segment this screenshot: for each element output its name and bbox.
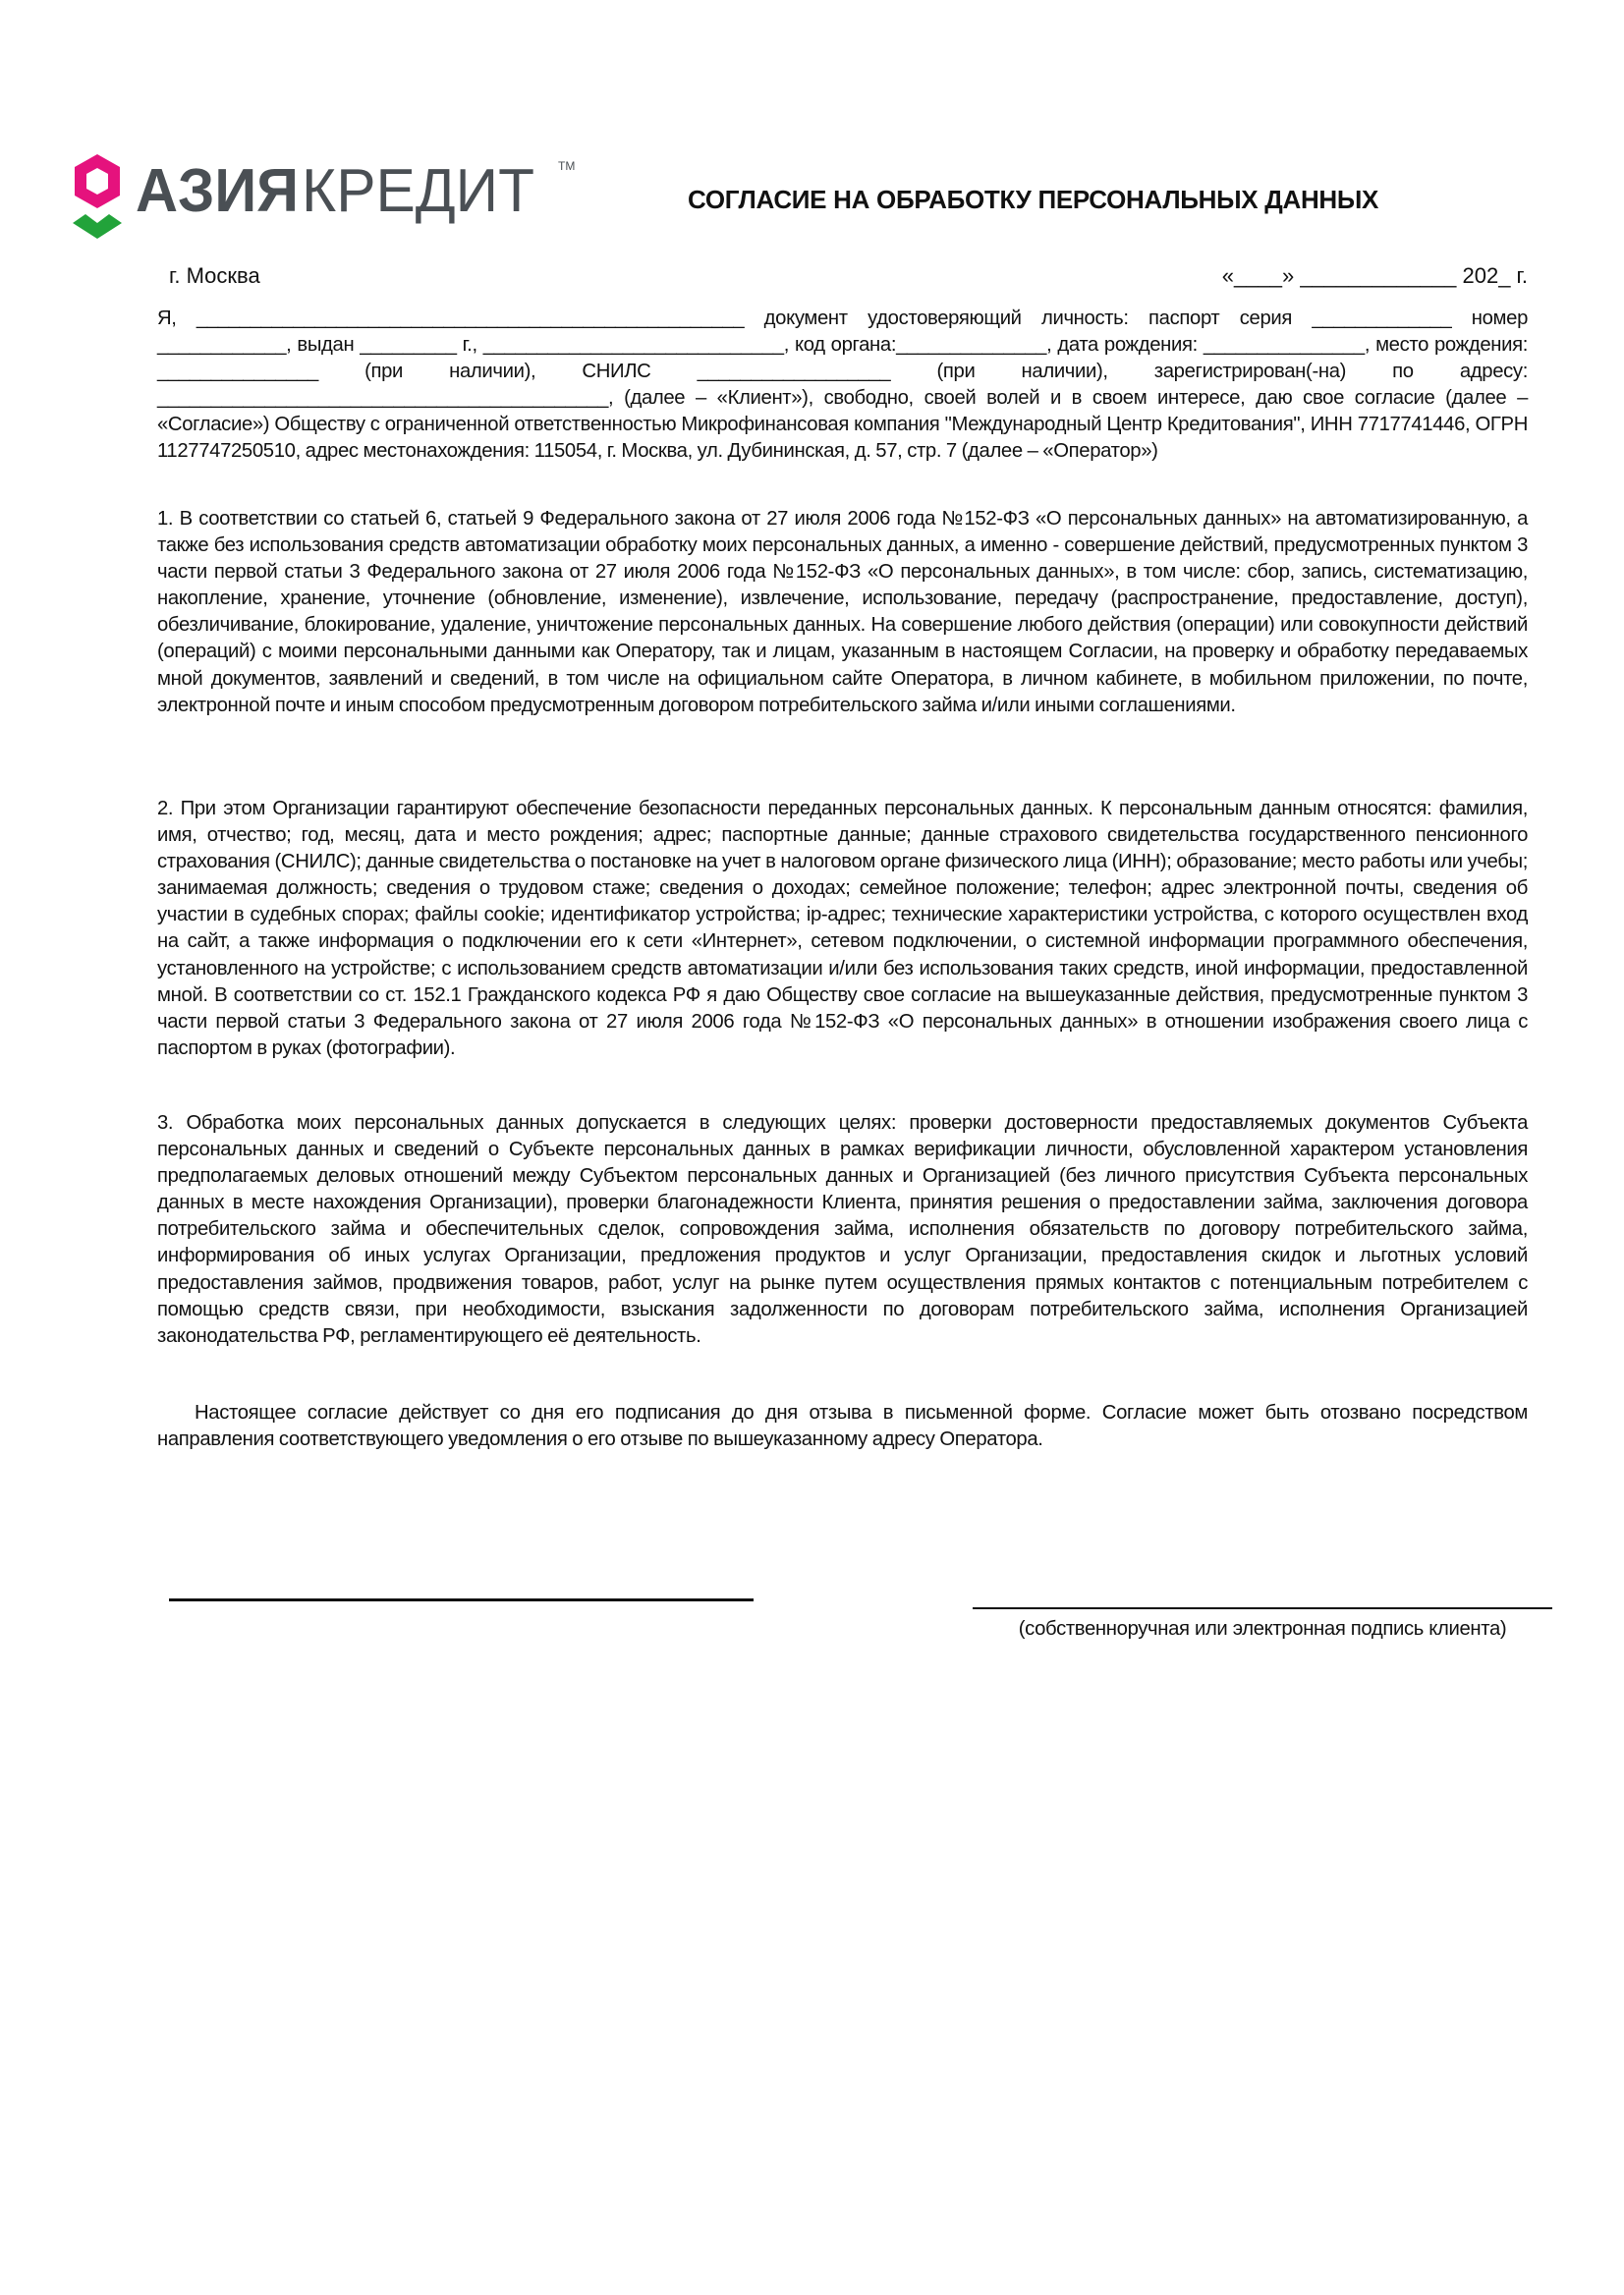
city: г. Москва [169,263,260,288]
logo-trademark: TM [558,159,576,173]
page-title: СОГЛАСИЕ НА ОБРАБОТКУ ПЕРСОНАЛЬНЫХ ДАННЫХ [688,185,1379,214]
validity-paragraph: Настоящее согласие действует со дня его подписания до дня отзыва в письменной форме. Согласие может быть отозвано посредством направления соответствующего уведомления о его отзыве по вышеуказанному адресу Оператора. [157,1402,1528,1451]
intro-paragraph: Я, ___________________________________________________ документ удостоверяющий личность: паспорт серия _____________ номер ____________, выдан _________ г., ____________________________, код органа:______________, дата рождения: _______________, место рождения: _______________ (при наличии), СНИЛС __________________ (при наличии), зарегистрирован(-на) по адресу: __________________________________________, (далее – «Клиент»), свободно, своей волей и в своем интересе, даю свое согласие (далее – «Согласие») Обществу с ограниченной ответственностью Микрофинансовая компания "Международный Центр Кредитования", ИНН 7717741446, ОГРН 1127747250510, адрес местонахождения: 115054, г. Москва, ул. Дубининская, д. 57, стр. 7 (далее – «Оператор») [157,308,1528,463]
logo-text-light: КРЕДИТ [302,157,534,225]
clause-2: 2. При этом Организации гарантируют обеспечение безопасности переданных персональных данных. К персональным данным относятся: фамилия, имя, отчество; год, месяц, дата и место рождения; адрес; паспортные данные; данные страхового свидетельства государственного пенсионного страхования (СНИЛС); данные свидетельства о постановке на учет в налоговом органе физического лица (ИНН); образование; место работы или учебы; занимаемая должность; сведения о трудовом стаже; сведения о доходах; семейное положение; телефон; адрес электронной почты, сведения об участии в судебных спорах; файлы cookie; идентификатор устройства; ip-адрес; технические характеристики устройства, с которого осуществлен вход на сайт, а также информация о подключении его к сети «Интернет», сетевом подключении, о системной информации программного обеспечения, установленного на устройстве; с использованием средств автоматизации и/или без использования таких средств, иной информации, предоставленной мной. В соответствии со ст. 152.1 Гражданского кодекса РФ я даю Обществу свое согласие на вышеуказанные действия, предусмотренные пунктом 3 части первой статьи 3 Федерального закона от 27 июля 2006 года №152-ФЗ «О персональных данных» в отношении изображения своего лица с паспортом в руках (фотографии). [157,798,1528,1059]
date-signature-line [169,1598,754,1601]
logo-graphic [73,152,584,251]
logo-text-bold: АЗИЯ [136,157,299,225]
company-logo [73,152,584,251]
signature-caption: (собственноручная или электронная подпись клиента) [1018,1618,1507,1640]
clause-1: 1. В соответствии со статьей 6, статьей 9 Федерального закона от 27 июля 2006 года №152-ФЗ «О персональных данных» на автоматизированную, а также без использования средств автоматизации обработку моих персональных данных, а именно - совершение действий, предусмотренных пунктом 3 части первой статьи 3 Федерального закона от 27 июля 2006 года №152-ФЗ «О персональных данных», в том числе: сбор, запись, систематизацию, накопление, хранение, уточнение (обновление, изменение), извлечение, использование, передачу (распространение, предоставление, доступ), обезличивание, блокирование, удаление, уничтожение персональных данных. На совершение любого действия (операции) или совокупности действий (операций) с моими персональными данными как Оператору, так и лицам, указанным в настоящем Согласии, на проверку и обработку передаваемых мной документов, заявлений и сведений, в том числе на официальном сайте Оператора, в личном кабинете, в мобильном приложении, по почте, электронной почте и иным способом предусмотренным договором потребительского займа и/или иными соглашениями. [157,508,1528,716]
clause-3: 3. Обработка моих персональных данных допускается в следующих целях: проверки достоверности предоставляемых документов Субъекта персональных данных и сведений о Субъекте персональных данных в рамках верификации личности, обусловленной характером установления предполагаемых деловых отношений между Субъектом персональных данных и Организацией (без личного присутствия Субъекта персональных данных в месте нахождения Организации), проверки благонадежности Клиента, принятия решения о предоставлении займа, заключения договора потребительского займа и обеспечительных сделок, сопровождения займа, исполнения обязательств по договору потребительского займа, информирования об иных услугах Организации, предложения продуктов и услуг Организации, предоставления скидок и льготных условий предоставления займов, продвижения товаров, работ, услуг на рынке путем осуществления прямых контактов с потенциальным потребителем с помощью средств связи, при необходимости, взыскания задолженности по договорам потребительского займа, исполнения Организацией законодательства РФ, регламентирующего её деятельность. [157,1112,1528,1347]
client-signature-line [973,1607,1552,1609]
logo-chevron-icon [73,214,122,239]
date-field: «____» _____________ 202_ г. [1221,263,1528,288]
